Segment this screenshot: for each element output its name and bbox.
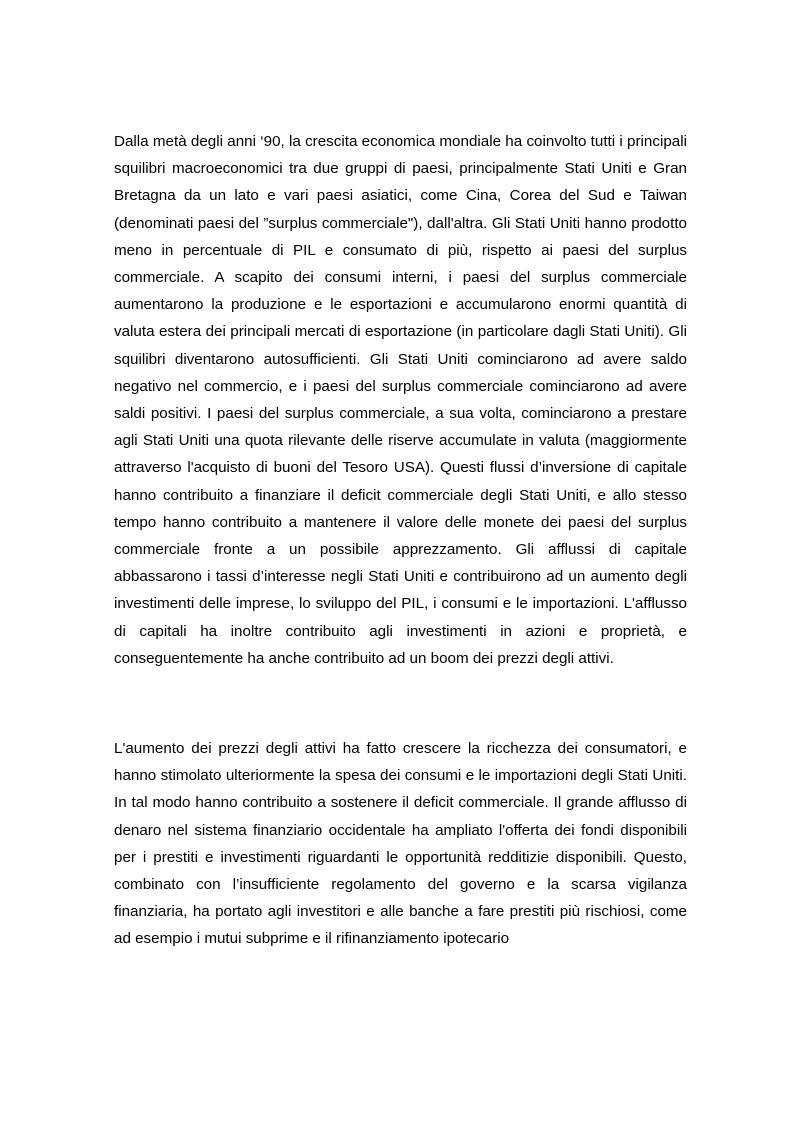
body-paragraph-1: Dalla metà degli anni ‘90, la crescita economica mondiale ha coinvolto tutti i principali squilibri macroeconomici tra due gruppi di paesi, principalmente Stati Uniti e Gran Bretagna da un lato e vari paesi asiatici, come Cina, Corea del Sud e Taiwan (denominati paesi del ”surplus commerciale"), dall'altra. Gli Stati Uniti hanno prodotto meno in percentuale di PIL e consumato di più, rispetto ai paesi del surplus commerciale. A scapito dei consumi interni, i paesi del surplus commerciale aumentarono la produzione e le esportazioni e accumularono enormi quantità di valuta estera dei principali mercati di esportazione (in particolare dagli Stati Uniti). Gli squilibri diventarono autosufficienti. Gli Stati Uniti cominciarono ad avere saldo negativo nel commercio, e i paesi del surplus commerciale cominciarono ad avere saldi positivi. I paesi del surplus commerciale, a sua volta, cominciarono a prestare agli Stati Uniti una quota rilevante delle riserve accumulate in valuta (maggiormente attraverso l'acquisto di buoni del Tesoro USA). Questi flussi d’inversione di capitale hanno contribuito a finanziare il deficit commerciale degli Stati Uniti, e allo stesso tempo hanno contribuito a mantenere il valore delle monete dei paesi del surplus commerciale fronte a un possibile apprezzamento. Gli afflussi di capitale abbassarono i tassi d’interesse negli Stati Uniti e contribuirono ad un aumento degli investimenti delle imprese, lo sviluppo del PIL, i consumi e le importazioni. L'afflusso di capitali ha inoltre contribuito agli investimenti in azioni e proprietà, e conseguentemente ha anche contribuito ad un boom dei prezzi degli attivi. <box>114 133 687 667</box>
body-paragraph-2: L'aumento dei prezzi degli attivi ha fatto crescere la ricchezza dei consumatori, e hanno stimolato ulteriormente la spesa dei consumi e le importazioni degli Stati Uniti. In tal modo hanno contribuito a sostenere il deficit commerciale. Il grande afflusso di denaro nel sistema finanziario occidentale ha ampliato l'offerta dei fondi disponibili per i prestiti e investimenti riguardanti le opportunità redditizie disponibili. Questo, combinato con l’insufficiente regolamento del governo e la scarsa vigilanza finanziaria, ha portato agli investitori e alle banche a fare prestiti più rischiosi, come ad esempio i mutui subprime e il rifinanziamento ipotecario <box>114 740 687 948</box>
